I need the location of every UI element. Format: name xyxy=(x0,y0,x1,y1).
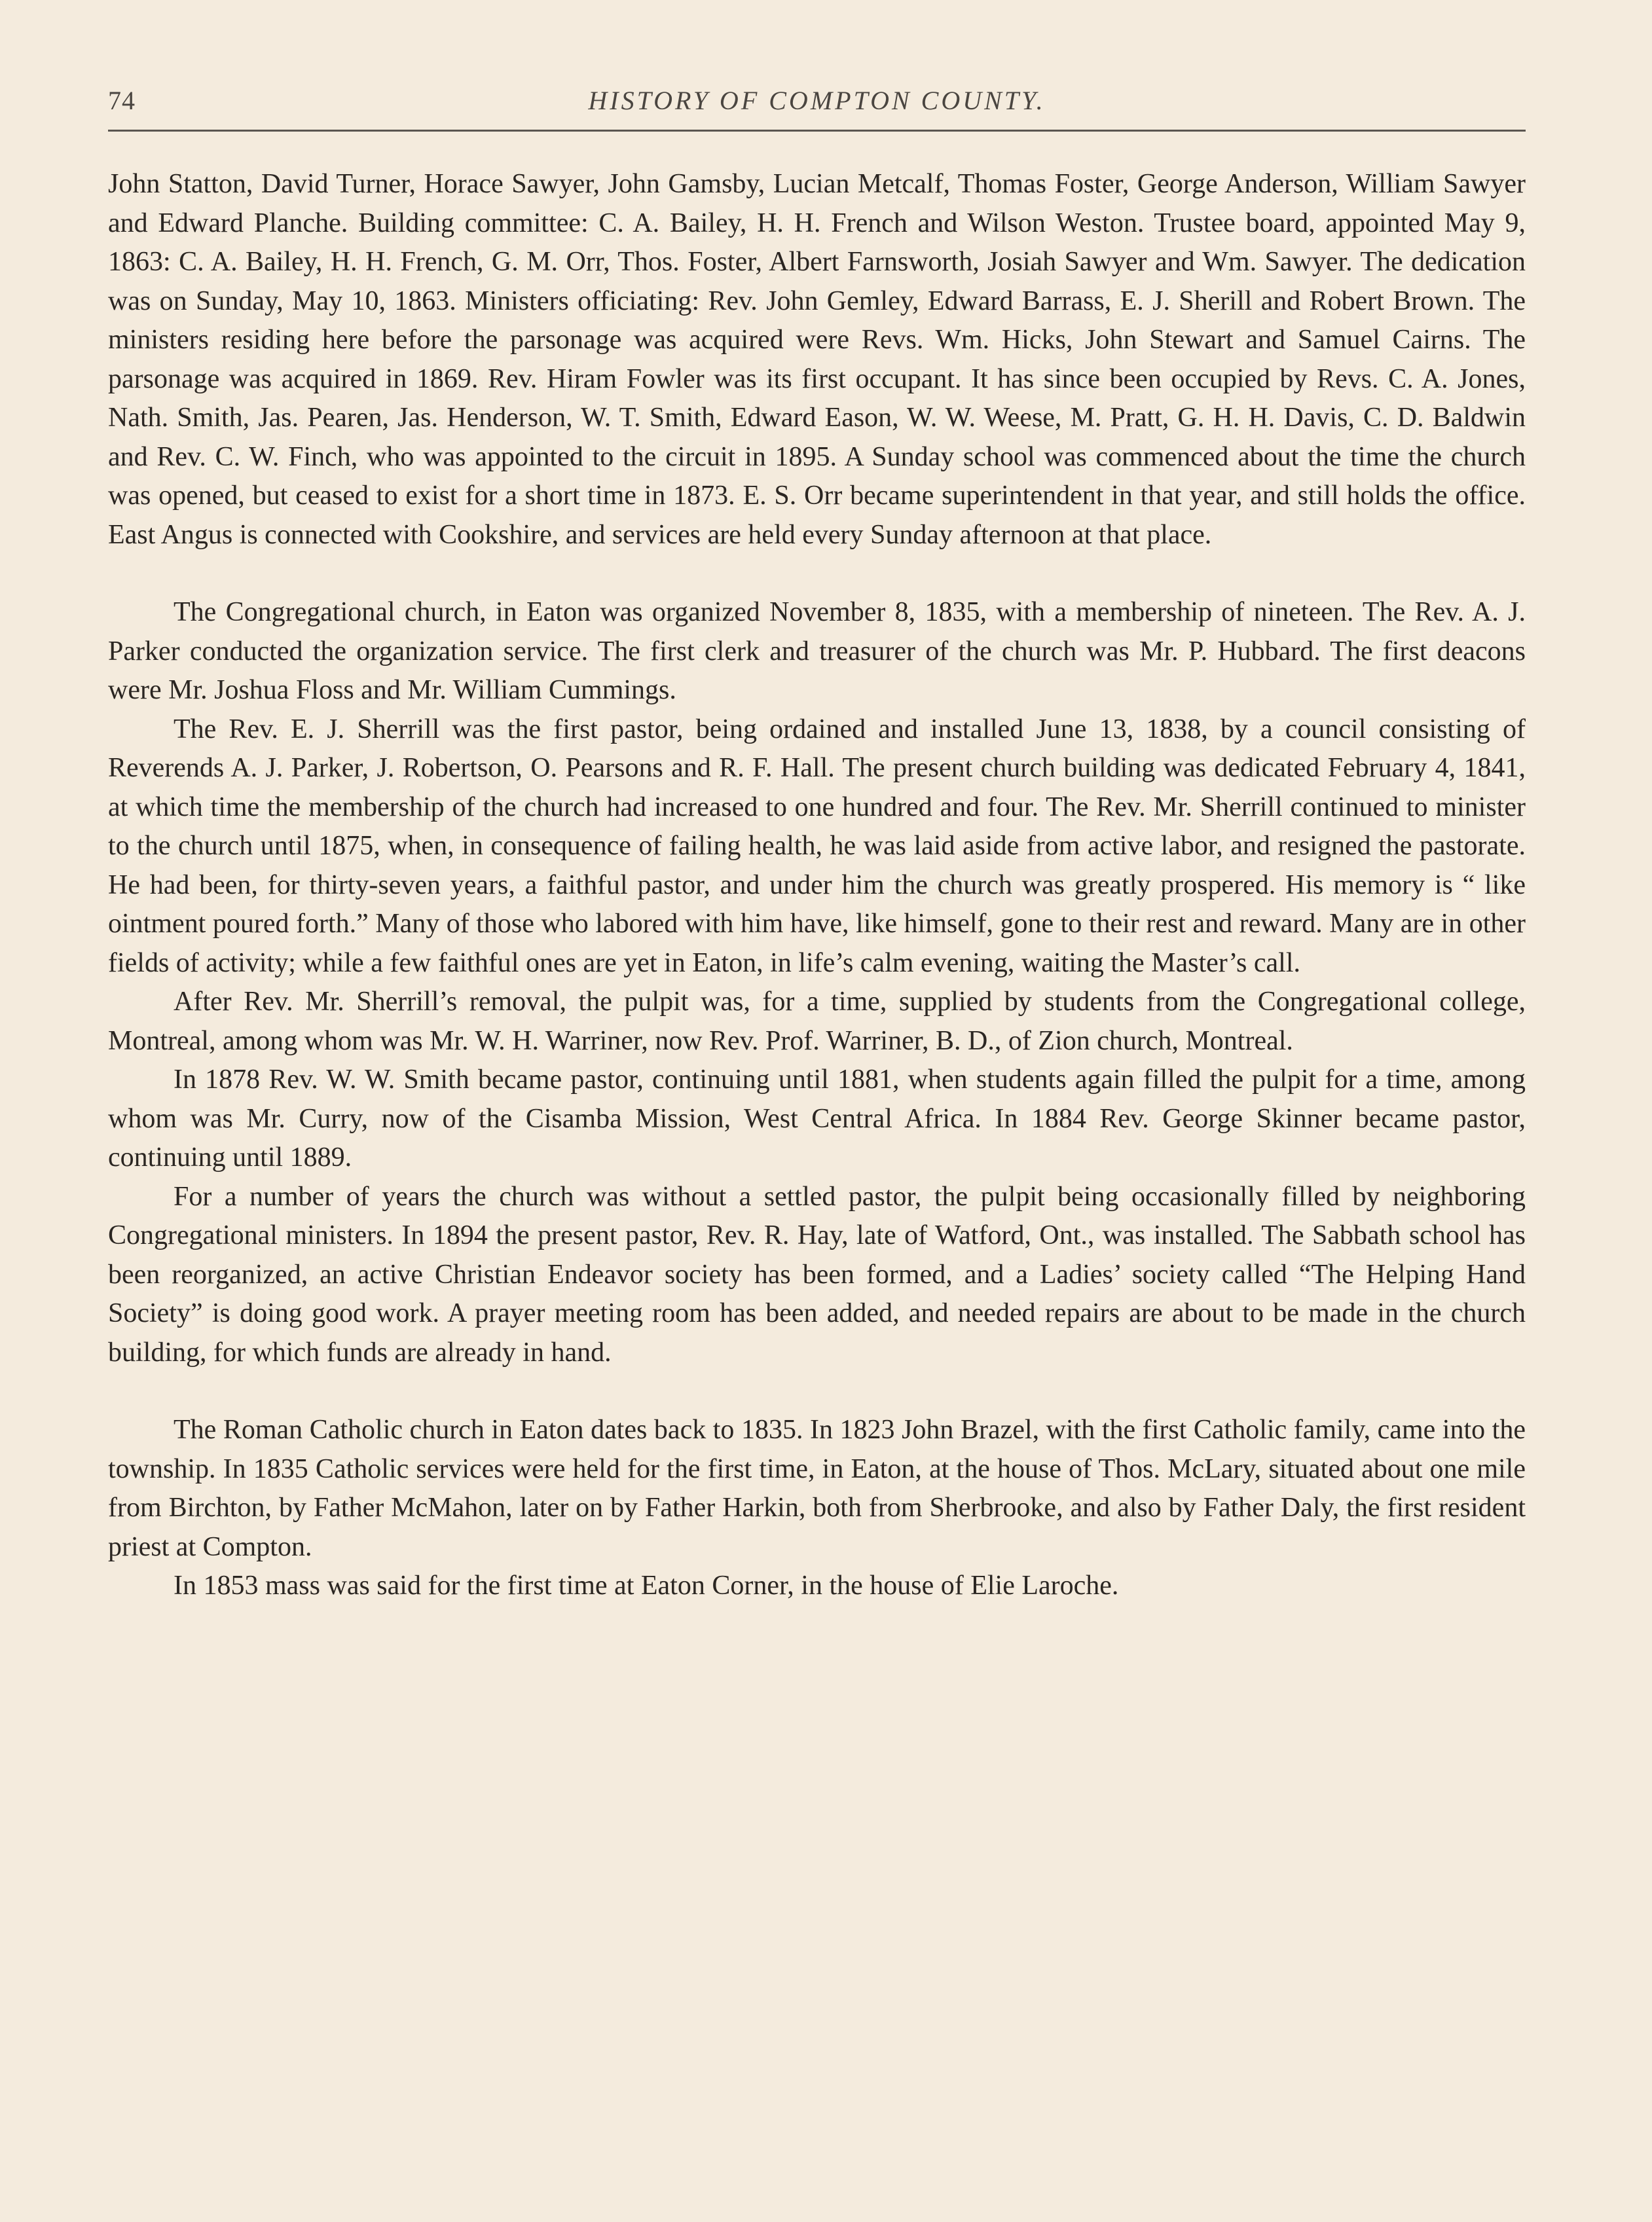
paragraph-1853-mass: In 1853 mass was said for the first time at Eaton Corner, in the house of Elie Laroche. xyxy=(174,1571,1119,1601)
page-header xyxy=(108,80,1526,132)
paragraph-congregational-church: The Congregational church, in Eaton was organized November 8, 1835, with a membership of nineteen. The Rev. A. J. Parker conducted the organization service. The first clerk and treasurer of the church was Mr. P. Hubbard. The first deacons were Mr. Joshua Floss and Mr. William Cummings. xyxy=(108,597,1526,705)
paragraph-1878-smith: In 1878 Rev. W. W. Smith became pastor, continuing until 1881, when students again filled the pulpit for a time, among whom was Mr. Curry, now of the Cisamba Mission, West Central Africa. In 1884 Rev. George Skinner became pastor, continuing until 1889. xyxy=(108,1065,1526,1173)
paragraph-roman-catholic: The Roman Catholic church in Eaton dates back to 1835. In 1823 John Brazel, with the first Catholic family, came into the township. In 1835 Catholic services were held for the first time, in Eaton, at the house of Thos. McLary, situated about one mile from Birchton, by Father McMahon, later on by Father Harkin, both from Sherbrooke, and also by Father Daly, the first resident priest at Compton. xyxy=(108,1415,1526,1562)
paragraph-settled-pastor: For a number of years the church was without a settled pastor, the pulpit being occasionally filled by neighboring Congregational ministers. In 1894 the present pastor, Rev. R. Hay, late of Watford, Ont., was installed. The Sabbath school has been reorganized, an active Christian Endeavor society has been formed, and a Ladies’ society called “The Helping Hand Society” is doing good work. A prayer meeting room has been added, and needed repairs are about to be made in the church building, for which funds are already in hand. xyxy=(108,1181,1526,1368)
body-text xyxy=(108,165,1526,1606)
running-title: HISTORY OF COMPTON COUNTY. xyxy=(588,86,1046,115)
paragraph-methodist-continued: John Statton, David Turner, Horace Sawyer, John Gamsby, Lucian Metcalf, Thomas Foster, George Anderson, William Sawyer and Edward Planche. Building committee: C. A. Bailey, H. H. French and Wilson Weston. Trustee board, appointed May 9, 1863: C. A. Bailey, H. H. French, G. M. Orr, Thos. Foster, Albert Farnsworth, Josiah Sawyer and Wm. Sawyer. The dedication was on Sunday, May 10, 1863. Ministers officiating: Rev. John Gemley, Edward Barrass, E. J. Sherill and Robert Brown. The ministers residing here before the parsonage was acquired were Revs. Wm. Hicks, John Stewart and Samuel Cairns. The parsonage was acquired in 1869. Rev. Hiram Fowler was its first occupant. It has since been occupied by Revs. C. A. Jones, Nath. Smith, Jas. Pearen, Jas. Henderson, W. T. Smith, Edward Eason, W. W. Weese, M. Pratt, G. H. H. Davis, C. D. Baldwin and Rev. C. W. Finch, who was appointed to the circuit in 1895. A Sunday school was commenced about the time the church was opened, but ceased to exist for a short time in 1873. E. S. Orr became superintendent in that year, and still holds the office. East Angus is connected with Cookshire, and services are held every Sunday afternoon at that place. xyxy=(108,169,1526,550)
header-rule xyxy=(108,130,1526,132)
page-number: 74 xyxy=(108,86,136,115)
paragraph-after-sherrill: After Rev. Mr. Sherrill’s removal, the pulpit was, for a time, supplied by students from the Congregational college, Montreal, among whom was Mr. W. H. Warriner, now Rev. Prof. Warriner, B. D., of Zion church, Montreal. xyxy=(108,987,1526,1056)
paragraph-rev-sherrill: The Rev. E. J. Sherrill was the first pastor, being ordained and installed June 13, 1838, by a council consisting of Reverends A. J. Parker, J. Robertson, O. Pearsons and R. F. Hall. The present church building was dedicated February 4, 1841, at which time the membership of the church had increased to one hundred and four. The Rev. Mr. Sherrill continued to minister to the church until 1875, when, in consequence of failing health, he was laid aside from active labor, and resigned the pastorate. He had been, for thirty-seven years, a faithful pastor, and under him the church was greatly prospered. His memory is “ like ointment poured forth.” Many of those who labored with him have, like himself, gone to their rest and reward. Many are in other fields of activity; while a few faithful ones are yet in Eaton, in life’s calm evening, waiting the Master’s call. xyxy=(108,714,1526,978)
